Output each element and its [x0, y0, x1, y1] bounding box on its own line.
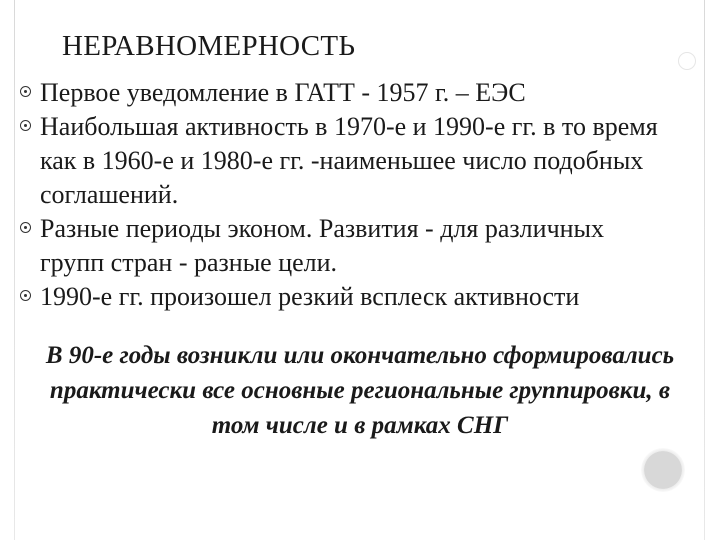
decorative-circle-bottom-icon	[641, 448, 685, 492]
bullet-text: Первое уведомление в ГАТТ - 1957 г. – ЕЭС	[40, 78, 526, 107]
bullet-text: Наибольшая активность в 1970-е и 1990-е гг. в то время как в 1960-е и 1980-е гг. -наименьшее число подобных соглашений.	[40, 112, 658, 209]
bullet-icon	[20, 222, 31, 233]
bullet-icon	[20, 290, 31, 301]
bullet-icon	[20, 86, 31, 97]
decorative-circle-top-icon	[678, 52, 696, 70]
emphasis-note: В 90-е годы возникли или окончательно сформировались практически все основные региональные группировки, в том числе и в рамках СНГ	[45, 342, 675, 439]
right-border-line	[704, 0, 705, 540]
left-border-line	[14, 0, 15, 540]
slide-title: НЕРАВНОМЕРНОСТЬ	[62, 30, 356, 62]
bullet-item	[20, 212, 670, 280]
bullet-item	[20, 110, 670, 212]
bullet-item	[20, 76, 670, 110]
bullet-text: Разные периоды эконом. Развития - для различных групп стран - разные цели.	[40, 214, 605, 277]
bullet-text: 1990-е гг. произошел резкий всплеск активности	[40, 282, 580, 311]
bullet-item	[20, 280, 670, 314]
bullet-icon	[20, 120, 31, 131]
bullet-list	[20, 76, 670, 314]
